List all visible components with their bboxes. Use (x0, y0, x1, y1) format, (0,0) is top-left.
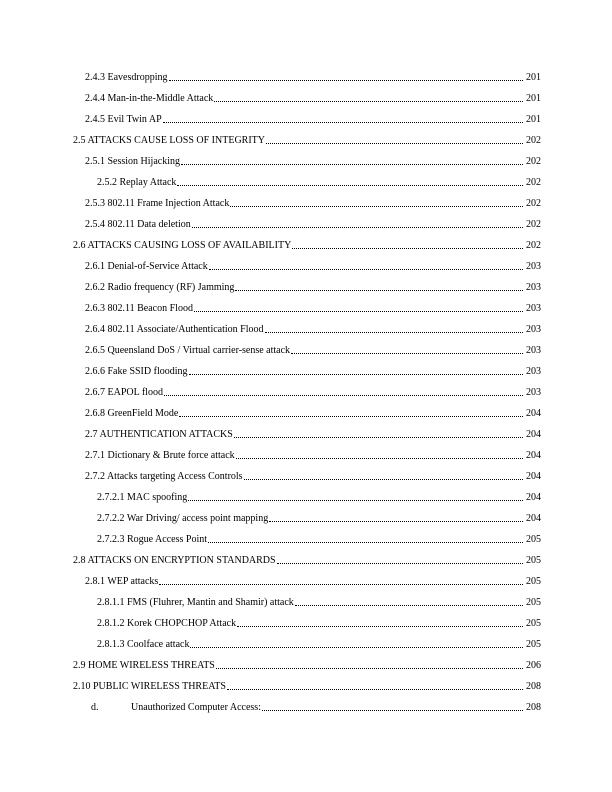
toc-entry-label: 2.6.8 GreenField Mode (85, 408, 179, 419)
toc-entry[interactable] (85, 112, 541, 126)
toc-entry-label: 2.5.2 Replay Attack (97, 177, 177, 188)
dot-leader (235, 289, 523, 291)
toc-entry-label: 2.8.1 WEP attacks (85, 576, 159, 587)
toc-entry[interactable] (85, 343, 541, 357)
toc-entry[interactable] (85, 259, 541, 273)
toc-entry-label: 2.8 ATTACKS ON ENCRYPTION STANDARDS (73, 555, 276, 566)
toc-entry[interactable] (85, 301, 541, 315)
toc-entry-page: 204 (526, 513, 541, 524)
toc-entry-label: 2.9 HOME WIRELESS THREATS (73, 660, 215, 671)
toc-entry-page: 202 (526, 240, 541, 251)
toc-entry-page: 205 (526, 555, 541, 566)
toc-entry-label: 2.4.4 Man-in-the-Middle Attack (85, 93, 214, 104)
dot-leader (169, 79, 524, 81)
toc-entry-label: 2.8.1.3 Coolface attack (97, 639, 190, 650)
toc-entry-page: 205 (526, 576, 541, 587)
toc-entry-page: 205 (526, 534, 541, 545)
toc-entry-marker: d. (91, 702, 99, 713)
toc-entry-page: 202 (526, 135, 541, 146)
toc-entry[interactable] (85, 427, 541, 441)
toc-entry-label: 2.6.6 Fake SSID flooding (85, 366, 188, 377)
toc-entry[interactable] (85, 196, 541, 210)
toc-entry[interactable] (73, 553, 541, 567)
toc-entry-page: 203 (526, 261, 541, 272)
toc-entry[interactable] (97, 616, 541, 630)
dot-leader (230, 205, 523, 207)
dot-leader (189, 373, 524, 375)
dot-leader (163, 121, 523, 123)
toc-entry[interactable] (85, 91, 541, 105)
dot-leader (244, 478, 523, 480)
toc-entry-page: 204 (526, 408, 541, 419)
toc-entry-page: 203 (526, 366, 541, 377)
toc-entry[interactable] (85, 385, 541, 399)
toc-entry-label: 2.6.7 EAPOL flood (85, 387, 163, 398)
dot-leader (234, 436, 523, 438)
toc-entry-page: 201 (526, 93, 541, 104)
toc-entry-label: 2.5.3 802.11 Frame Injection Attack (85, 198, 230, 209)
toc-entry[interactable] (97, 511, 541, 525)
dot-leader (266, 142, 523, 144)
toc-entry-label: 2.6.2 Radio frequency (RF) Jamming (85, 282, 235, 293)
toc-entry-page: 203 (526, 324, 541, 335)
toc-entry[interactable] (73, 238, 541, 252)
toc-entry-page: 205 (526, 639, 541, 650)
toc-entry[interactable] (91, 700, 541, 714)
toc-entry-page: 203 (526, 387, 541, 398)
dot-leader (188, 499, 523, 501)
toc-entry-label: 2.7.2.3 Rogue Access Point (97, 534, 207, 545)
toc-entry-page: 206 (526, 660, 541, 671)
toc-entry[interactable] (85, 280, 541, 294)
toc-entry-page: 201 (526, 72, 541, 83)
toc-entry-page: 205 (526, 618, 541, 629)
toc-entry-page: 203 (526, 282, 541, 293)
dot-leader (292, 247, 523, 249)
toc-entry-label: 2.6 ATTACKS CAUSING LOSS OF AVAILABILITY (73, 240, 292, 251)
toc-entry-label: 2.4.5 Evil Twin AP (85, 114, 162, 125)
dot-leader (181, 163, 523, 165)
toc-entry[interactable] (85, 574, 541, 588)
toc-entry-page: 204 (526, 429, 541, 440)
dot-leader (194, 310, 523, 312)
toc-entry[interactable] (85, 469, 541, 483)
toc-entry[interactable] (73, 133, 541, 147)
toc-entry-label: 2.7.2.1 MAC spoofing (97, 492, 188, 503)
toc-entry-label: 2.7.1 Dictionary & Brute force attack (85, 450, 235, 461)
dot-leader (262, 709, 523, 711)
dot-leader (236, 457, 523, 459)
dot-leader (291, 352, 523, 354)
toc-entry[interactable] (85, 70, 541, 84)
dot-leader (227, 688, 523, 690)
toc-entry-page: 204 (526, 450, 541, 461)
toc-entry[interactable] (97, 490, 541, 504)
toc-entry[interactable] (85, 217, 541, 231)
dot-leader (208, 541, 523, 543)
toc-entry-label: 2.8.1.2 Korek CHOPCHOP Attack (97, 618, 237, 629)
toc-entry-page: 201 (526, 114, 541, 125)
dot-leader (179, 415, 523, 417)
toc-entry[interactable] (85, 448, 541, 462)
dot-leader (190, 646, 523, 648)
toc-entry-label: 2.6.5 Queensland DoS / Virtual carrier-sense attack (85, 345, 291, 356)
toc-entry-page: 204 (526, 471, 541, 482)
toc-entry[interactable] (73, 658, 541, 672)
dot-leader (269, 520, 523, 522)
toc-entry-page: 208 (526, 702, 541, 713)
toc-entry-page: 202 (526, 177, 541, 188)
dot-leader (237, 625, 523, 627)
toc-entry-label: 2.10 PUBLIC WIRELESS THREATS (73, 681, 226, 692)
toc-entry-label: Unauthorized Computer Access: (131, 702, 261, 713)
toc-entry-page: 208 (526, 681, 541, 692)
toc-entry-label: 2.5 ATTACKS CAUSE LOSS OF INTEGRITY (73, 135, 265, 146)
toc-entry-label: 2.4.3 Eavesdropping (85, 72, 168, 83)
toc-entry[interactable] (85, 364, 541, 378)
dot-leader (209, 268, 523, 270)
dot-leader (265, 331, 523, 333)
toc-entry-label: 2.6.4 802.11 Associate/Authentication Flood (85, 324, 264, 335)
toc-entry-page: 203 (526, 303, 541, 314)
toc-entry[interactable] (85, 322, 541, 336)
dot-leader (159, 583, 523, 585)
toc-entry[interactable] (85, 406, 541, 420)
toc-entry-label: 2.6.3 802.11 Beacon Flood (85, 303, 193, 314)
dot-leader (277, 562, 523, 564)
toc-entry-page: 203 (526, 345, 541, 356)
toc-entry-label: 2.5.4 802.11 Data deletion (85, 219, 191, 230)
toc-entry-label: 2.6.1 Denial-of-Service Attack (85, 261, 208, 272)
toc-entry[interactable] (97, 595, 541, 609)
toc-entry-page: 205 (526, 597, 541, 608)
dot-leader (295, 604, 523, 606)
toc-entry[interactable] (73, 679, 541, 693)
dot-leader (177, 184, 523, 186)
toc-entry[interactable] (97, 175, 541, 189)
toc-entry-label: 2.7 AUTHENTICATION ATTACKS (85, 429, 233, 440)
dot-leader (214, 100, 523, 102)
dot-leader (192, 226, 523, 228)
toc-entry-label: 2.7.2.2 War Driving/ access point mapping (97, 513, 269, 524)
toc-entry-label: 2.7.2 Attacks targeting Access Controls (85, 471, 243, 482)
toc-entry-page: 202 (526, 198, 541, 209)
toc-entry-label: 2.8.1.1 FMS (Fluhrer, Mantin and Shamir) attack (97, 597, 294, 608)
toc-entry[interactable] (97, 532, 541, 546)
dot-leader (216, 667, 523, 669)
toc-entry-page: 202 (526, 156, 541, 167)
toc-entry-label: 2.5.1 Session Hijacking (85, 156, 180, 167)
toc-entry[interactable] (97, 637, 541, 651)
toc-entry-page: 202 (526, 219, 541, 230)
dot-leader (164, 394, 523, 396)
toc-entry-page: 204 (526, 492, 541, 503)
toc-entry[interactable] (85, 154, 541, 168)
